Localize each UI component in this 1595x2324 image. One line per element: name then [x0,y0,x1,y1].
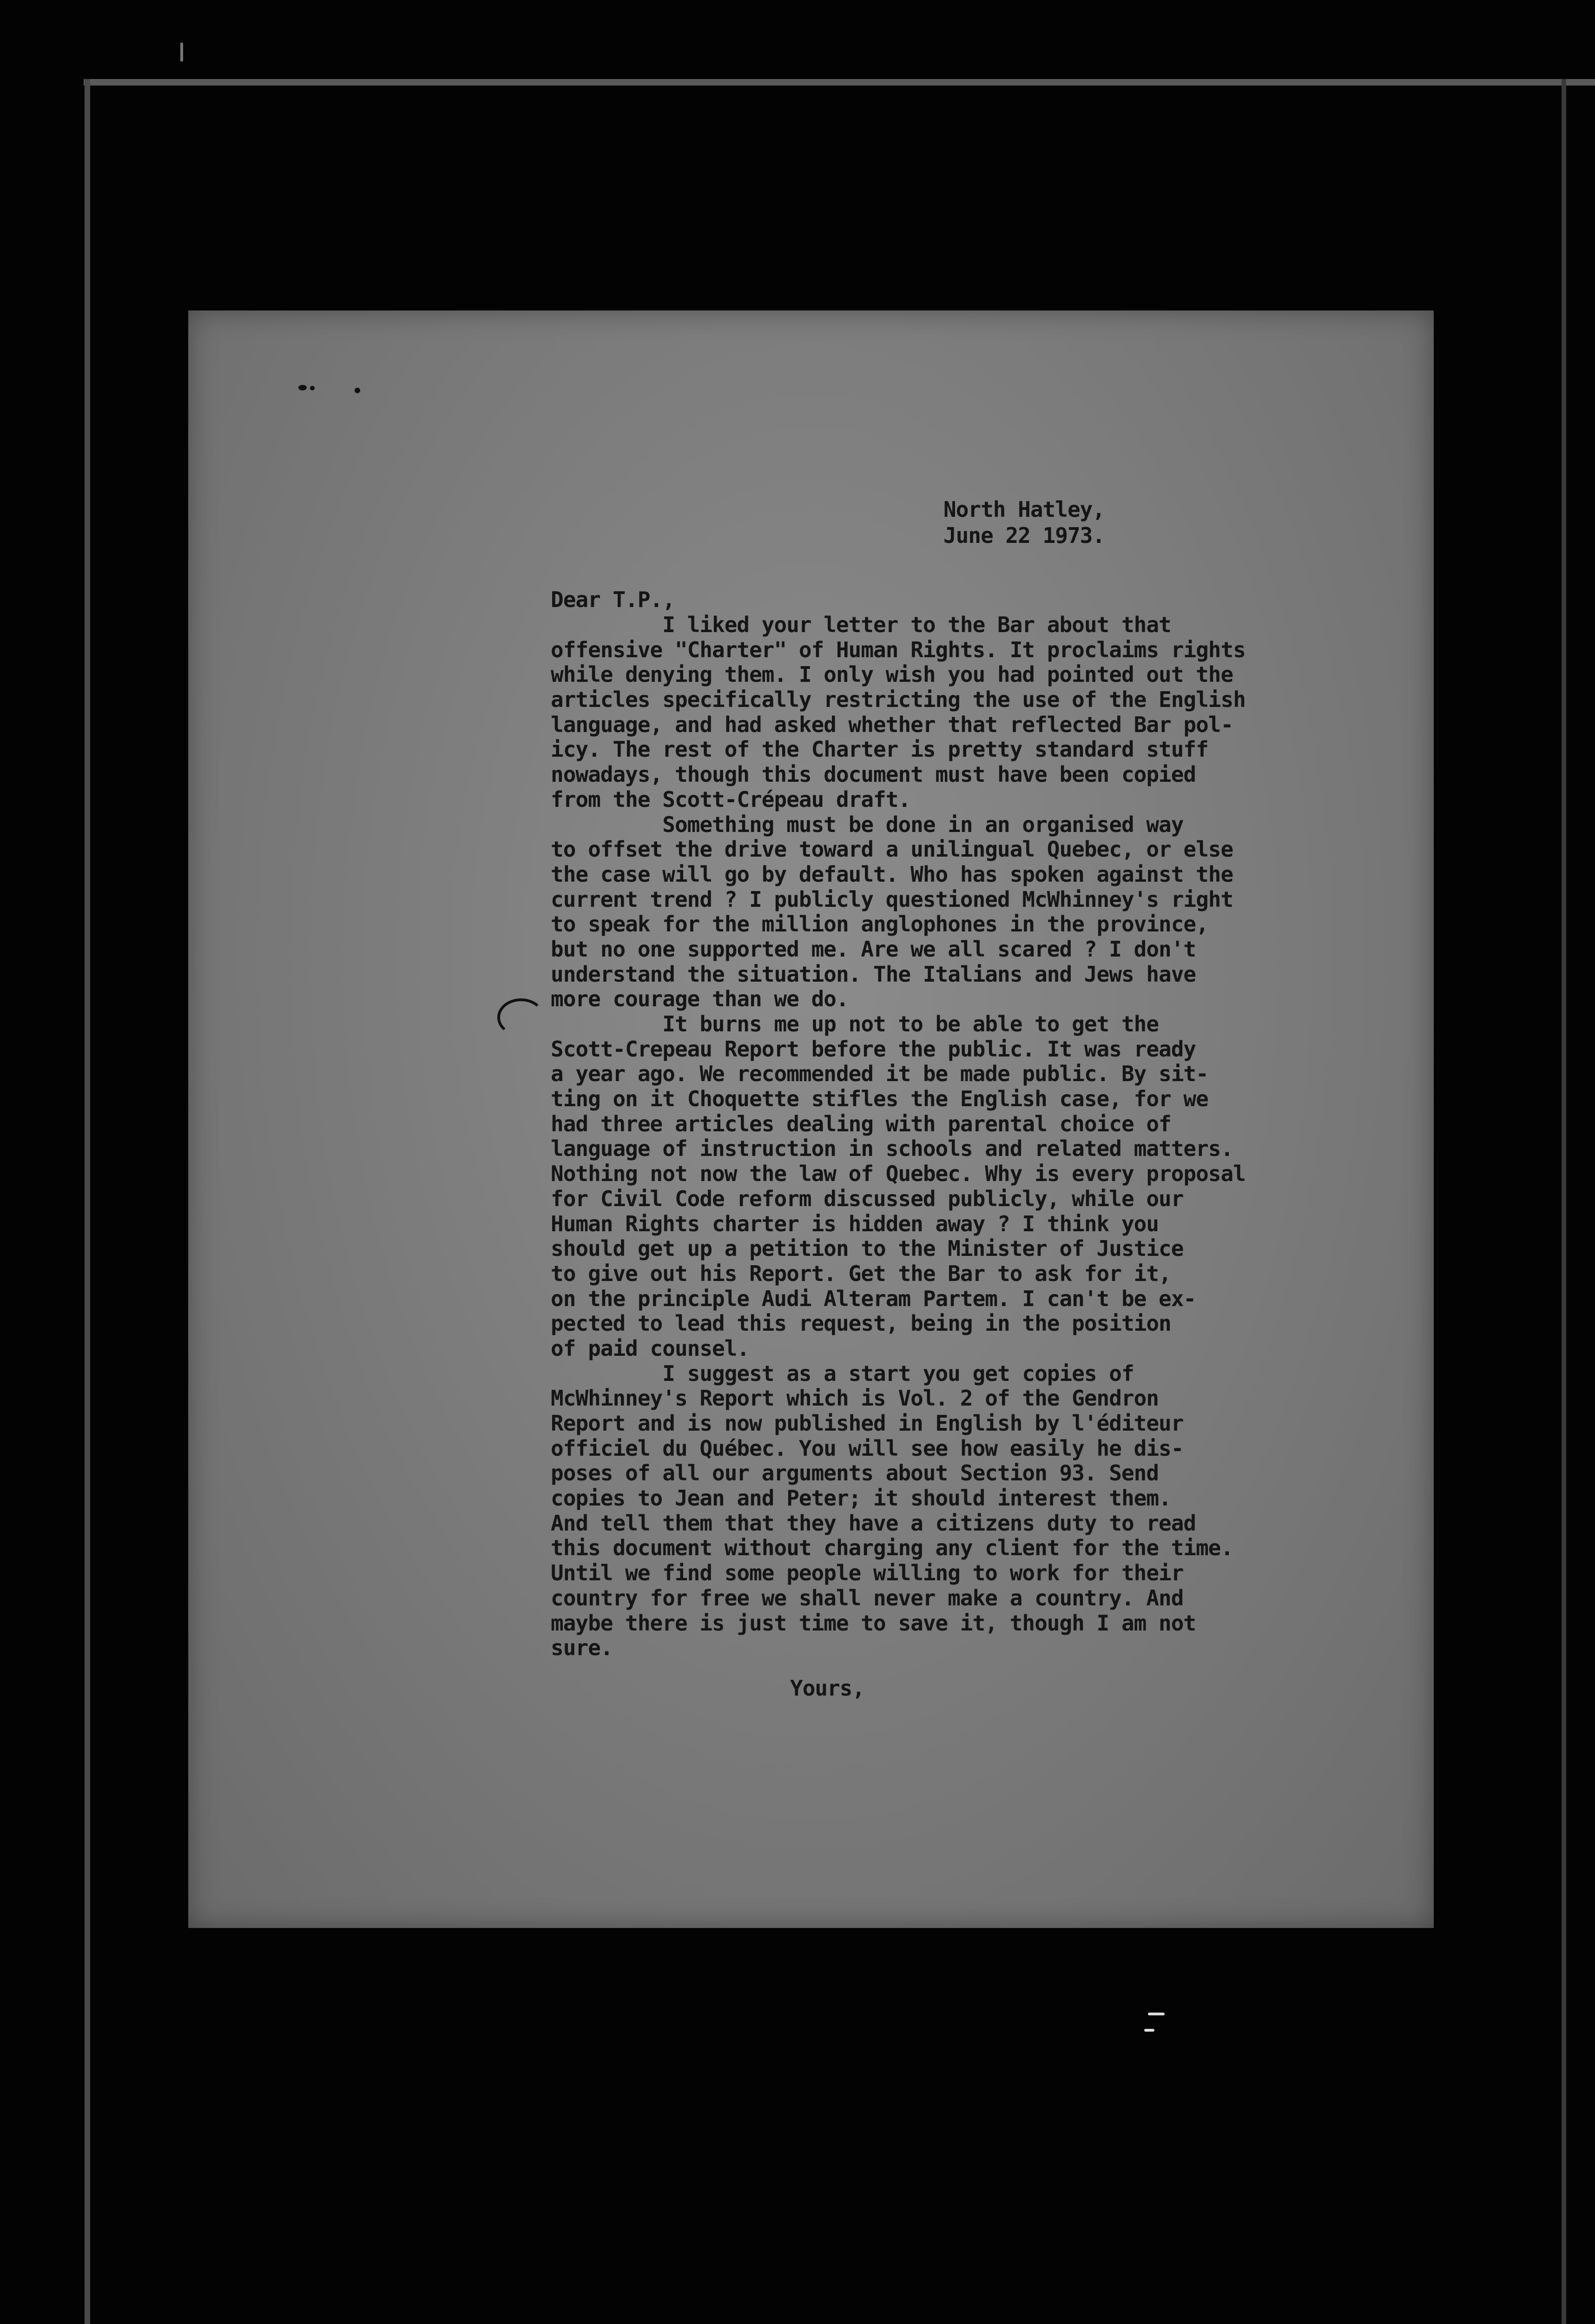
letter-line: but no one supported me. Are we all scared ? I don't [551,936,1196,962]
letter-closing: Yours, [790,1676,865,1701]
letter-line: to speak for the million anglophones in the province, [551,911,1208,937]
film-artifact [1148,2013,1165,2015]
letter-line: to offset the drive toward a unilingual Quebec, or else [551,837,1233,862]
letter-line: articles specifically restricting the use of the English [551,687,1246,713]
letter-line: language, and had asked whether that reflected Bar pol- [551,712,1233,737]
letter-line: should get up a petition to the Minister of Justice [551,1236,1184,1261]
letter-line: Until we find some people willing to work for their [551,1560,1184,1586]
letter-line: from the Scott-Crépeau draft. [551,786,911,812]
letter-line: poses of all our arguments about Section 93. Send [551,1460,1159,1486]
ink-speck [298,385,307,390]
letter-line: Report and is now published in English by l'éditeur [551,1411,1184,1436]
letter-line: And tell them that they have a citizens duty to read [551,1510,1196,1536]
letter-line: understand the situation. The Italians and Jews have [551,961,1196,987]
letter-place: North Hatley, [943,497,1105,522]
letter-line: a year ago. We recommended it be made public. By sit- [551,1061,1208,1087]
letter-body [551,613,1304,1661]
letter-line: for Civil Code reform discussed publicly, while our [551,1186,1184,1211]
ink-speck [310,386,315,390]
letter-line: I liked your letter to the Bar about that [551,612,1171,637]
letter-line: to give out his Report. Get the Bar to ask for it, [551,1261,1171,1286]
place-date-block [943,496,1105,548]
letter-line: the case will go by default. Who has spoken against the [551,861,1233,887]
letter-line: pected to lead this request, being in the position [551,1311,1171,1336]
letter-line: current trend ? I publicly questioned McWhinney's right [551,886,1233,912]
film-corner-mark [180,43,183,61]
letter-line: sure. [551,1635,613,1661]
letter-line: McWhinney's Report which is Vol. 2 of the Gendron [551,1386,1159,1411]
letter-line: offensive "Charter" of Human Rights. It proclaims rights [551,637,1246,662]
letter-line: copies to Jean and Peter; it should interest them. [551,1486,1171,1511]
letter-line: had three articles dealing with parental choice of [551,1111,1171,1136]
letter-line: language of instruction in schools and related matters. [551,1136,1233,1162]
letter-line: Nothing not now the law of Quebec. Why is every proposal [551,1161,1246,1187]
ink-speck [355,388,360,393]
frame-border-top [84,79,1595,86]
letter-date: June 22 1973. [943,523,1105,548]
letter-line: Human Rights charter is hidden away ? I think you [551,1211,1159,1236]
letter-line: Scott-Crepeau Report before the public. It was ready [551,1036,1196,1062]
letter-line: country for free we shall never make a country. And [551,1585,1184,1611]
letter-line: Something must be done in an organised way [551,812,1184,837]
letter-line: of paid counsel. [551,1335,750,1361]
film-artifact [1144,2029,1154,2032]
letter-line: while denying them. I only wish you had pointed out the [551,662,1233,687]
letter-line: maybe there is just time to save it, though I am not [551,1610,1196,1636]
letter-line: more courage than we do. [551,986,849,1012]
letter-line: this document without charging any client for the time. [551,1535,1233,1561]
handwritten-mark [497,998,545,1037]
letter-line: I suggest as a start you get copies of [551,1360,1134,1386]
letter-salutation: Dear T.P., [551,587,675,612]
letter-line: on the principle Audi Alteram Partem. I can't be ex- [551,1286,1196,1311]
letter-line: officiel du Québec. You will see how easily he dis- [551,1435,1184,1461]
frame-border-left [85,79,90,2324]
letter-line: It burns me up not to be able to get the [551,1011,1159,1037]
letter-line: icy. The rest of the Charter is pretty standard stuff [551,737,1208,762]
frame-border-right [1562,79,1566,2324]
letter-line: ting on it Choquette stifles the English case, for we [551,1086,1208,1112]
letter-line: nowadays, though this document must have been copied [551,762,1196,787]
letter-page [188,310,1434,1928]
